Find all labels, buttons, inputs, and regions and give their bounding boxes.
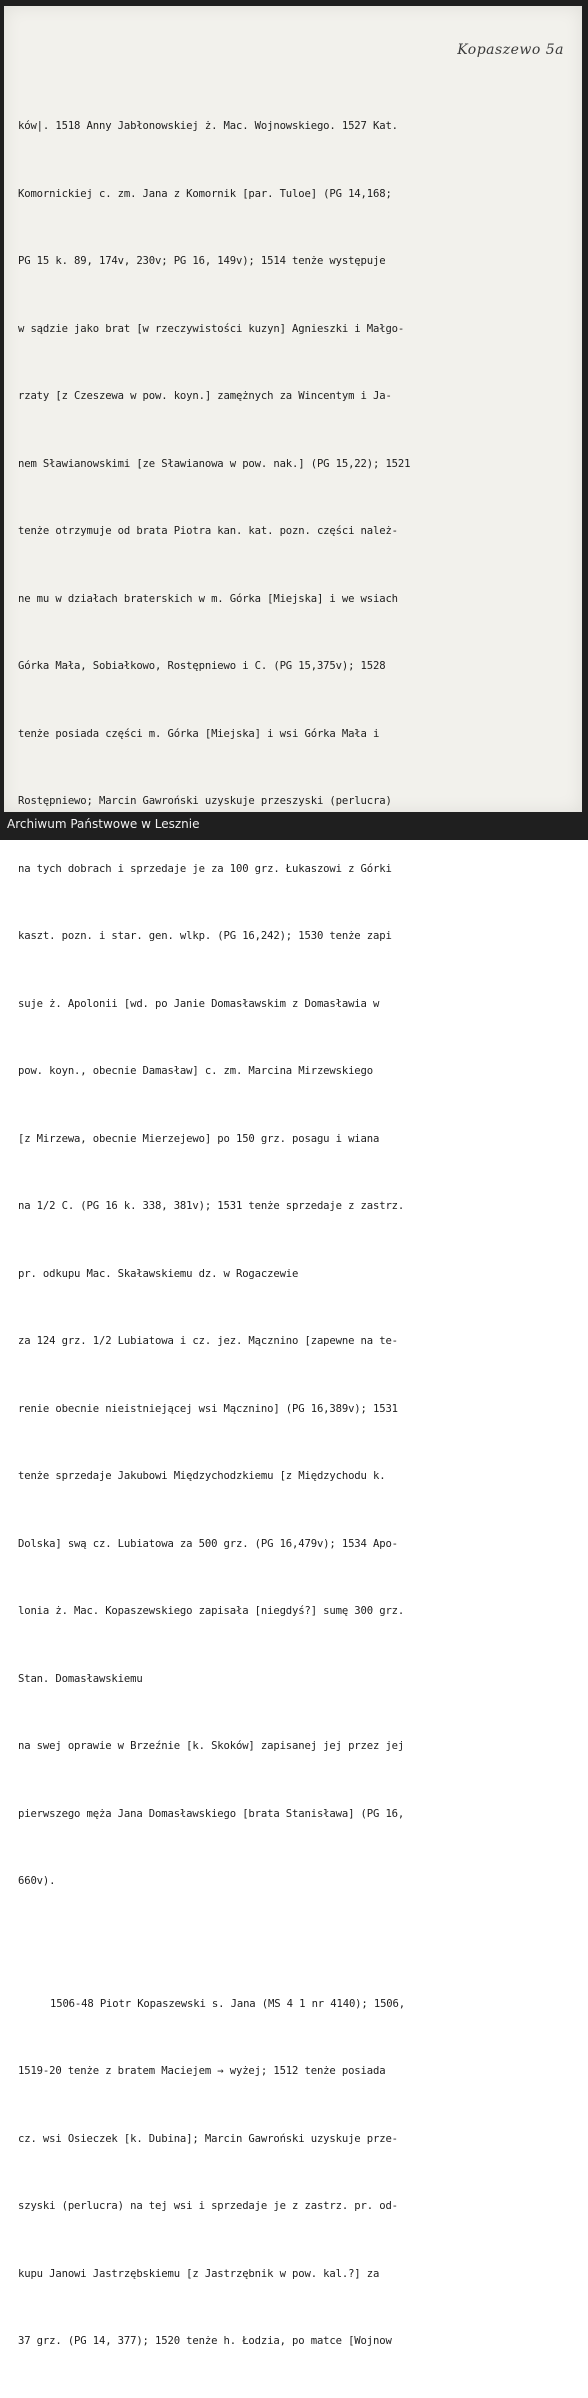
text-line: renie obecnie nieistniejącej wsi Mącznino] (PG 16,389v); 1531 [18, 1402, 398, 1415]
text-line: 1519-20 tenże z bratem Maciejem → wyżej; 1512 tenże posiada [18, 2065, 386, 2077]
text-line: tenże sprzedaje Jakubowi Międzychodzkiemu [z Międzychodu k. [18, 1470, 386, 1482]
text-line: na tych dobrach i sprzedaje je za 100 grz. Łukaszowi z Górki [18, 862, 392, 875]
text-line: pow. koyn., obecnie Damasław] c. zm. Marcina Mirzewskiego [18, 1065, 373, 1077]
text-line: cz. wsi Osieczek [k. Dubina]; Marcin Gawroński uzyskuje prze- [18, 2132, 398, 2145]
text-line: kaszt. pozn. i star. gen. wlkp. (PG 16,242); 1530 tenże zapi [18, 930, 392, 942]
text-line: na 1/2 C. (PG 16 k. 338, 381v); 1531 tenże sprzedaje z zastrz. [18, 1200, 405, 1212]
text-line: kupu Janowi Jastrzębskiemu [z Jastrzębnik w pow. kal.?] za [18, 2267, 380, 2280]
text-line: na swej oprawie w Brzeźnie [k. Skoków] zapisanej jej przez jej [18, 1740, 405, 1752]
text-line: 1506-48 Piotr Kopaszewski s. Jana (MS 4 1 nr 4140); 1506, [50, 1997, 405, 2010]
text-line: ków|. 1518 Anny Jabłonowskiej ż. Mac. Wojnowskiego. 1527 Kat. [18, 120, 398, 132]
text-line: lonia ż. Mac. Kopaszewskiego zapisała [niegdyś?] sumę 300 grz. [18, 1605, 405, 1617]
text-line: 660v). [18, 1875, 56, 1887]
text-line: suje ż. Apolonii [wd. po Janie Domasławskim z Domasławia w [18, 997, 380, 1010]
text-line: Dolska] swą cz. Lubiatowa za 500 grz. (PG 16,479v); 1534 Apo- [18, 1537, 398, 1550]
archive-footer [0, 812, 588, 840]
text-line: szyski (perlucra) na tej wsi i sprzedaje je z zastrz. pr. od- [18, 2200, 398, 2212]
text-line: w sądzie jako brat [w rzeczywistości kuzyn] Agnieszki i Małgo- [18, 322, 405, 335]
text-line: pr. odkupu Mac. Skaławskiemu dz. w Rogaczewie [18, 1267, 299, 1280]
text-line: rzaty [z Czeszewa w pow. koyn.] zamężnych za Wincentym i Ja- [18, 390, 392, 402]
text-line: 37 grz. (PG 14, 377); 1520 tenże h. Łodzia, po matce [Wojnow [18, 2335, 392, 2347]
text-line: za 124 grz. 1/2 Lubiatowa i cz. jez. Mącznino [zapewne na te- [18, 1335, 398, 1347]
text-line: Rostępniewo; Marcin Gawroński uzyskuje przeszyski (perlucra) [18, 795, 392, 807]
paragraph-gap [18, 1938, 582, 1948]
text-line: nem Sławianowskimi [ze Sławianowa w pow. nak.] (PG 15,22); 1521 [18, 457, 411, 470]
text-line: tenże posiada części m. Górka [Miejska] i wsi Górka Mała i [18, 727, 380, 740]
text-line: PG 15 k. 89, 174v, 230v; PG 16, 149v); 1514 tenże występuje [18, 255, 386, 267]
text-line: pierwszego męża Jana Domasławskiego [brata Stanisława] (PG 16, [18, 1807, 405, 1820]
text-line: tenże otrzymuje od brata Piotra kan. kat. pozn. części należ- [18, 525, 398, 537]
text-line: ne mu w działach braterskich w m. Górka [Miejska] i we wsiach [18, 592, 398, 605]
text-line: [z Mirzewa, obecnie Mierzejewo] po 150 grz. posagu i wiana [18, 1132, 380, 1145]
archive-label: Archiwum Państwowe w Lesznie [7, 817, 200, 831]
text-line: Stan. Domasławskiemu [18, 1672, 143, 1685]
text-line: Komornickiej c. zm. Jana z Komornik [par. Tuloe] (PG 14,168; [18, 187, 392, 200]
handwritten-reference: Kopaszewo 5a [457, 42, 564, 58]
text-line: Górka Mała, Sobiałkowo, Rostępniewo i C. (PG 15,375v); 1528 [18, 660, 386, 672]
document-text [18, 70, 582, 2398]
